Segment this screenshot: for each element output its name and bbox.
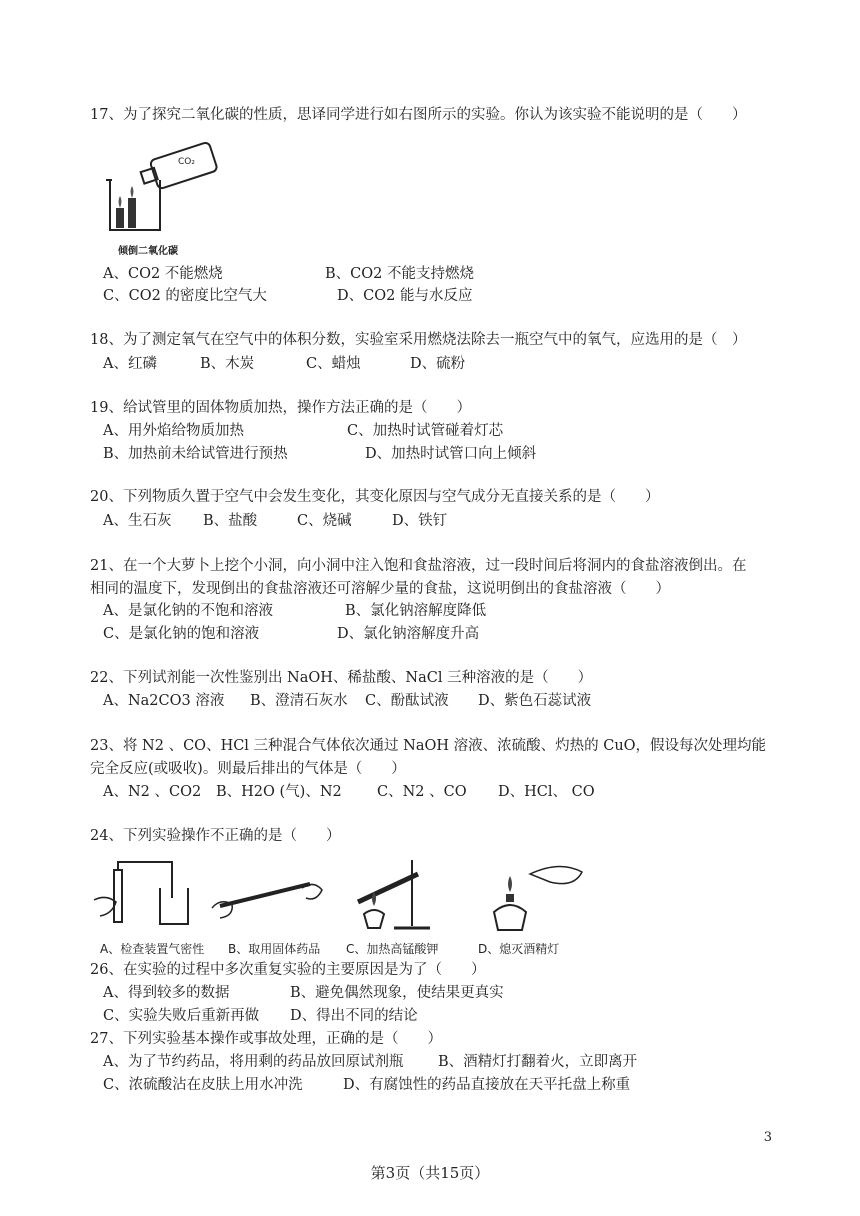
q27-option-b: B、酒精灯打翻着火，立即离开 bbox=[438, 1054, 638, 1070]
q20-option-d: D、铁钉 bbox=[392, 513, 448, 529]
q20-option-b: B、盐酸 bbox=[203, 513, 258, 529]
q26-option-b: B、避免偶然现象，使结果更真实 bbox=[290, 985, 504, 1001]
q27-option-c: C、浓硫酸沾在皮肤上用水冲洗 bbox=[103, 1077, 303, 1093]
q24-caption-a: A、检查装置气密性 bbox=[100, 942, 205, 956]
q20-option-a: A、生石灰 bbox=[103, 513, 172, 529]
q27-stem: 27、下列实验基本操作或事故处理，正确的是（ ） bbox=[90, 1031, 442, 1047]
q24-caption-c: C、加热高锰酸钾 bbox=[346, 942, 439, 956]
q21-option-a: A、是氯化钠的不饱和溶液 bbox=[103, 603, 273, 619]
q27-option-a: A、为了节约药品，将用剩的药品放回原试剂瓶 bbox=[103, 1054, 404, 1070]
page-footer: 第3页（共15页） bbox=[370, 1164, 490, 1182]
q18-stem: 18、为了测定氧气在空气中的体积分数，实验室采用燃烧法除去一瓶空气中的氧气，应选用的是（ ） bbox=[90, 332, 747, 348]
q23-option-a: A、N2 、CO2 bbox=[103, 784, 202, 800]
lab-operations-icon bbox=[92, 858, 612, 940]
q21-stem-line1: 21、在一个大萝卜上挖个小洞，向小洞中注入饱和食盐溶液，过一段时间后将洞内的食盐溶液倒出。在 bbox=[90, 558, 747, 574]
q19-stem: 19、给试管里的固体物质加热，操作方法正确的是（ ） bbox=[90, 400, 471, 416]
q17-option-c: C、CO2 的密度比空气大 bbox=[103, 288, 267, 304]
q17-option-a: A、CO2 不能燃烧 bbox=[103, 266, 223, 282]
q19-option-a: A、用外焰给物质加热 bbox=[103, 423, 244, 439]
q21-option-d: D、氯化钠溶解度升高 bbox=[337, 626, 480, 642]
co2-pouring-icon bbox=[100, 138, 220, 248]
q24-stem: 24、下列实验操作不正确的是（ ） bbox=[90, 828, 341, 844]
q21-option-b: B、氯化钠溶解度降低 bbox=[345, 603, 487, 619]
q22-option-a: A、Na2CO3 溶液 bbox=[103, 693, 225, 709]
q18-option-d: D、硫粉 bbox=[410, 356, 466, 372]
q21-stem-line2: 相同的温度下，发现倒出的食盐溶液还可溶解少量的食盐，这说明倒出的食盐溶液（ ） bbox=[90, 581, 670, 597]
page-number: 3 bbox=[763, 1130, 772, 1145]
figure-co2-label: CO₂ bbox=[178, 157, 195, 167]
q19-option-d: D、加热时试管口向上倾斜 bbox=[365, 446, 537, 462]
q22-option-c: C、酚酞试液 bbox=[365, 693, 449, 709]
q18-option-c: C、蜡烛 bbox=[306, 356, 361, 372]
q23-option-b: B、H2O (气)、N2 bbox=[216, 784, 342, 800]
q17-option-d: D、CO2 能与水反应 bbox=[337, 288, 473, 304]
q18-option-b: B、木炭 bbox=[200, 356, 255, 372]
q17-stem: 17、为了探究二氧化碳的性质，思译同学进行如右图所示的实验。你认为该实验不能说明的是（ ） bbox=[90, 107, 747, 123]
q20-stem: 20、下列物质久置于空气中会发生变化，其变化原因与空气成分无直接关系的是（ ） bbox=[90, 489, 660, 505]
q26-option-d: D、得出不同的结论 bbox=[290, 1008, 418, 1024]
q27-option-d: D、有腐蚀性的药品直接放在天平托盘上称重 bbox=[343, 1077, 631, 1093]
q26-stem: 26、在实验的过程中多次重复实验的主要原因是为了（ ） bbox=[90, 962, 486, 978]
q21-option-c: C、是氯化钠的饱和溶液 bbox=[103, 626, 260, 642]
co2-pouring-figure bbox=[100, 138, 220, 248]
q24-figures bbox=[92, 858, 612, 940]
q19-option-b: B、加热前未给试管进行预热 bbox=[103, 446, 288, 462]
q23-stem-line2: 完全反应(或吸收)。则最后排出的气体是（ ） bbox=[90, 761, 406, 777]
q22-option-b: B、澄清石灰水 bbox=[250, 693, 348, 709]
q22-stem: 22、下列试剂能一次性鉴别出 NaOH、稀盐酸、NaCl 三种溶液的是（ ） bbox=[90, 670, 593, 686]
q24-caption-d: D、熄灭酒精灯 bbox=[478, 942, 560, 956]
q18-option-a: A、红磷 bbox=[103, 356, 157, 372]
q23-stem-line1: 23、将 N2 、CO、HCl 三种混合气体依次通过 NaOH 溶液、浓硫酸、灼热的 CuO，假设每次处理均能 bbox=[90, 738, 767, 754]
q22-option-d: D、紫色石蕊试液 bbox=[478, 693, 592, 709]
q17-figure-caption: 倾倒二氧化碳 bbox=[118, 246, 178, 257]
q24-caption-b: B、取用固体药品 bbox=[228, 942, 321, 956]
q19-option-c: C、加热时试管碰着灯芯 bbox=[347, 423, 504, 439]
q26-option-c: C、实验失败后重新再做 bbox=[103, 1008, 260, 1024]
q23-option-c: C、N2 、CO bbox=[377, 784, 467, 800]
q17-option-b: B、CO2 不能支持燃烧 bbox=[325, 266, 474, 282]
q20-option-c: C、烧碱 bbox=[297, 513, 352, 529]
q26-option-a: A、得到较多的数据 bbox=[103, 985, 230, 1001]
q23-option-d: D、HCl、 CO bbox=[498, 784, 595, 800]
